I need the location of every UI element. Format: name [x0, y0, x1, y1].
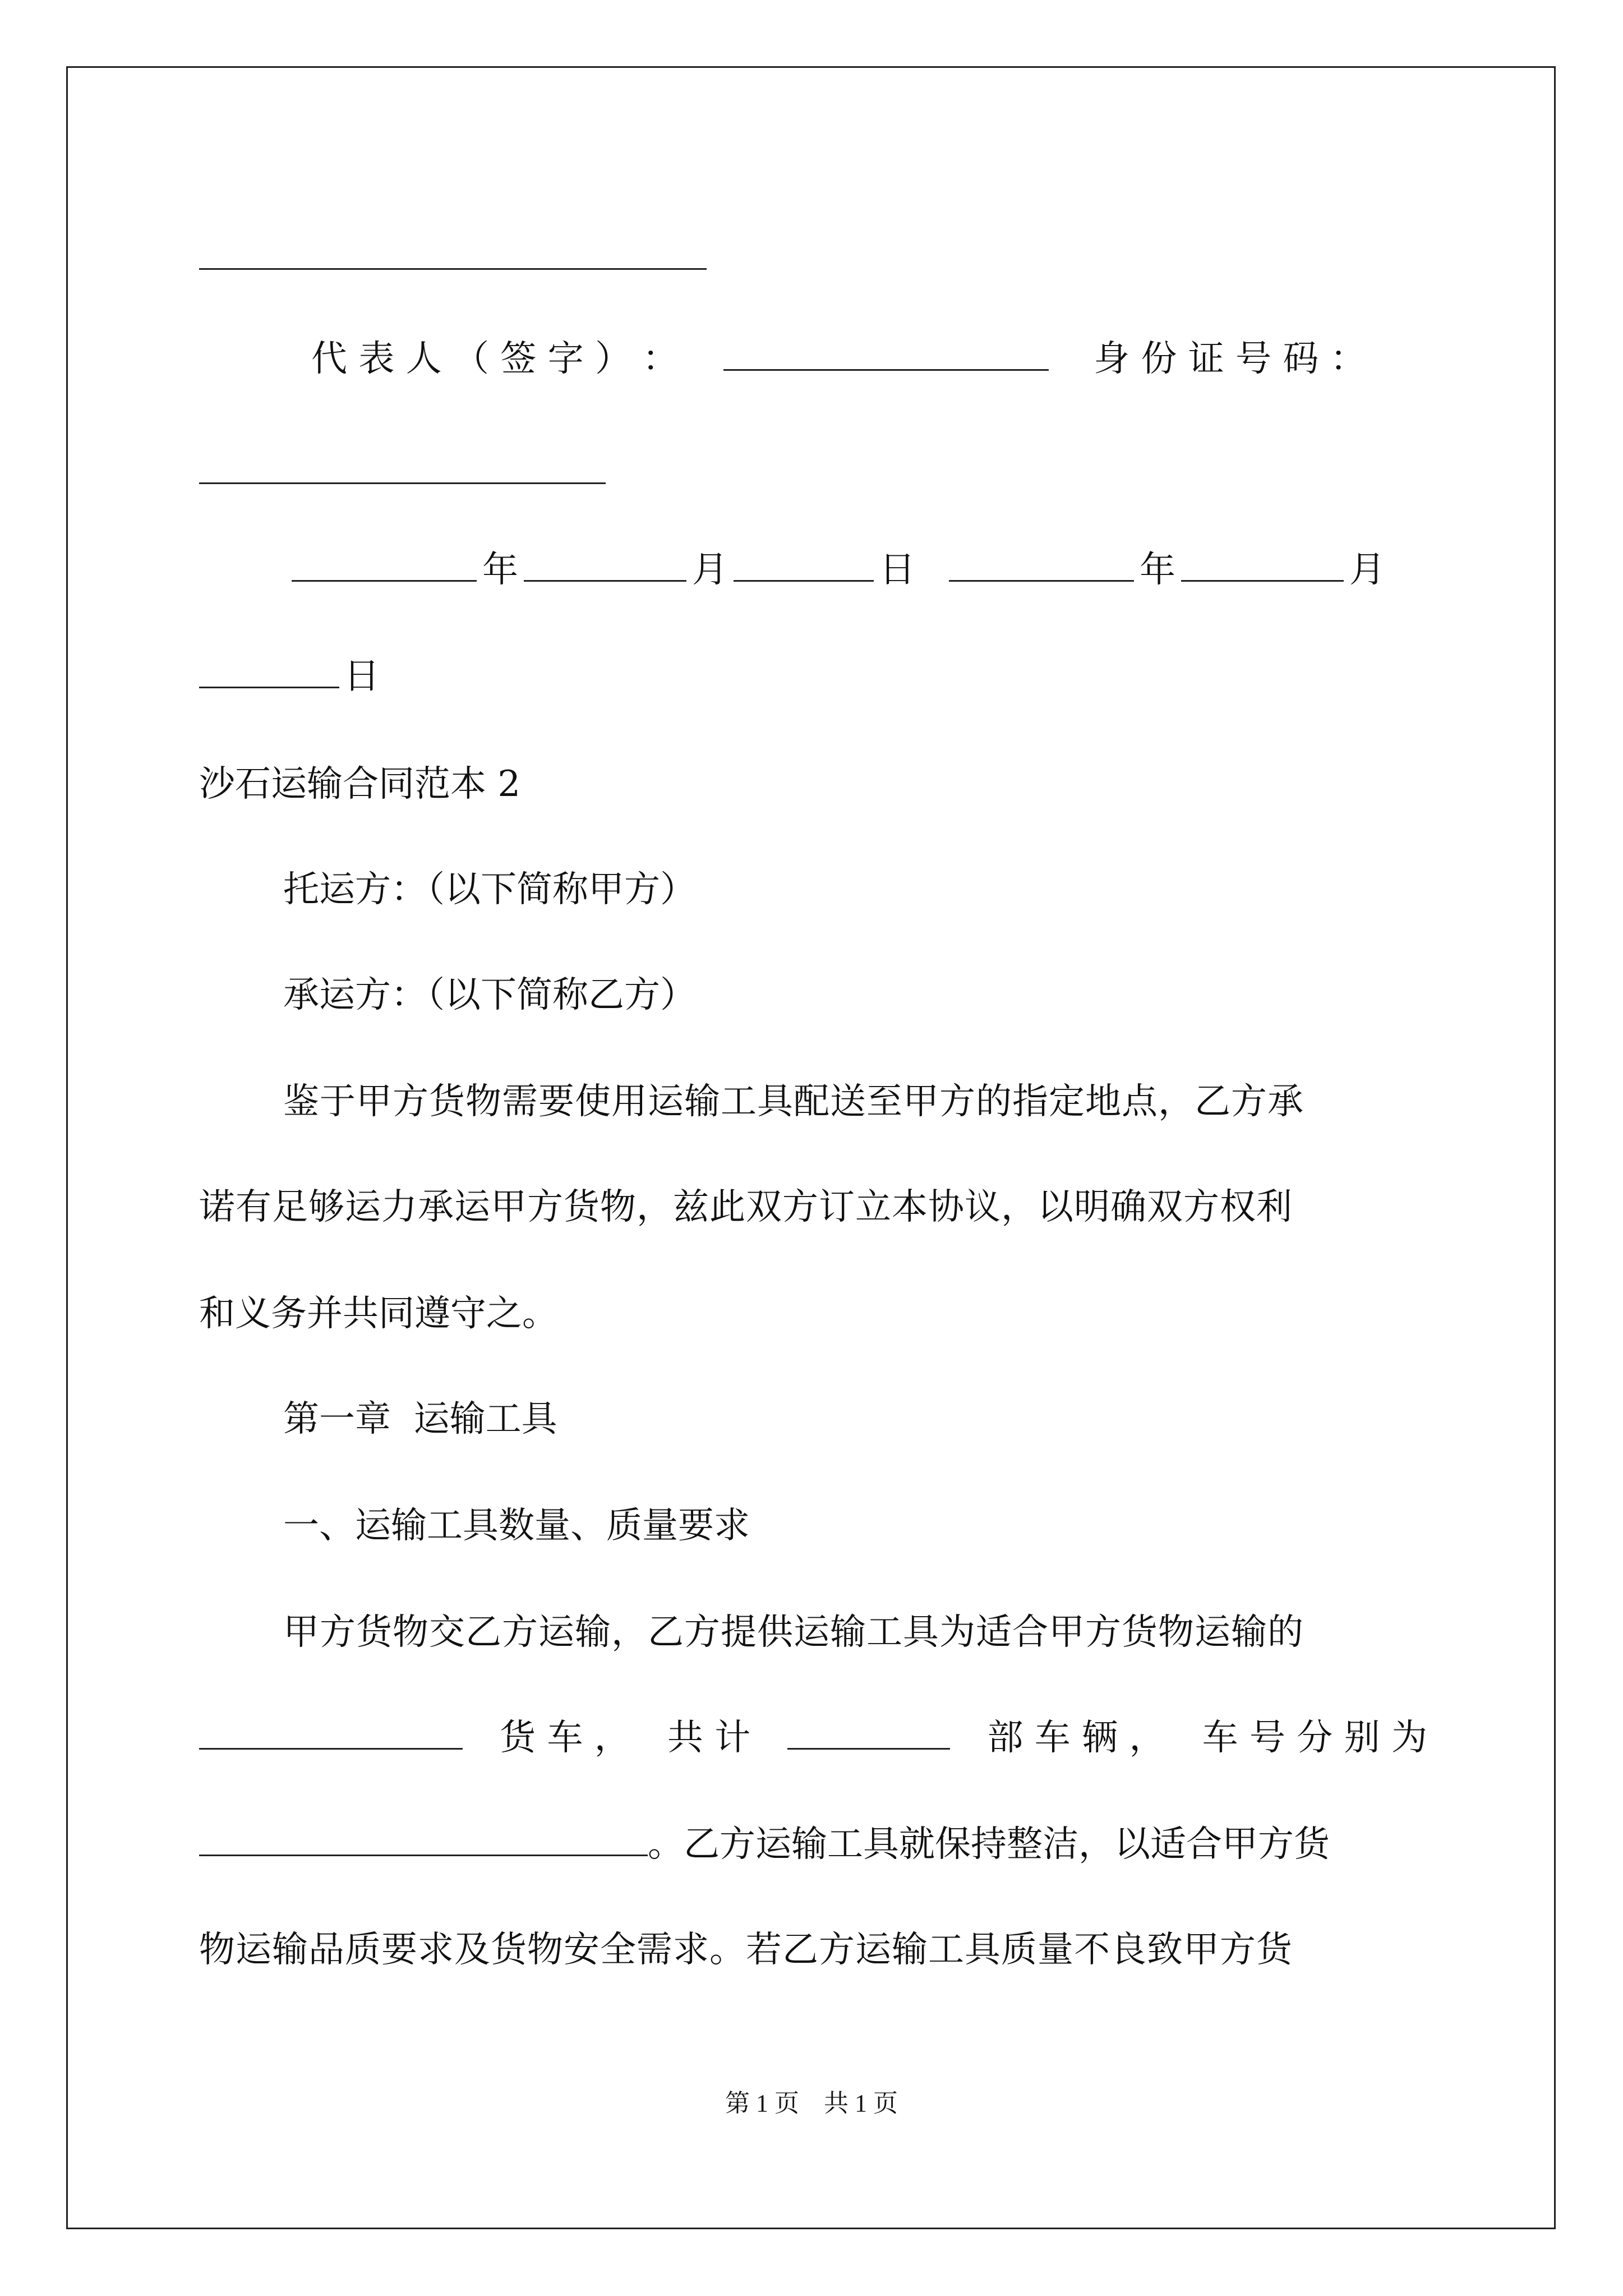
- representative-blank: [723, 335, 1049, 371]
- shipper-line: 托运方：（以下简称甲方）: [283, 869, 696, 910]
- carrier-line: 承运方：（以下简称乙方）: [283, 974, 696, 1016]
- preamble-line-3: 和义务并共同遵守之。: [199, 1293, 558, 1335]
- representative-row: [311, 332, 1427, 386]
- date-row-continued: [199, 650, 1427, 703]
- chapter-heading: 第一章 运输工具: [283, 1398, 557, 1440]
- date-row: [292, 543, 1427, 597]
- representative-label: 代 表 人 （ 签 字 ） ：: [311, 338, 679, 380]
- year-label-2: 年: [1140, 549, 1175, 591]
- section-body-line-3: [199, 1818, 1427, 1871]
- preamble-line-1: 鉴于甲方货物需要使用运输工具配送至甲方的指定地点，乙方承: [283, 1081, 1304, 1122]
- page-footer: 第 1 页 共 1 页: [725, 2090, 898, 2117]
- year-blank-1: [292, 546, 477, 582]
- section-body-line-3-text: 。乙方运输工具就保持整洁，以适合甲方货: [648, 1824, 1330, 1865]
- truck-label: 货 车 ，: [500, 1717, 630, 1759]
- truck-type-blank: [199, 1714, 463, 1750]
- signature-line: [199, 268, 707, 270]
- month-label-1: 月: [692, 549, 728, 591]
- id-number-label: 身 份 证 号 码 ：: [1094, 338, 1366, 380]
- day-label-1: 日: [879, 549, 915, 591]
- id-number-line: [199, 482, 606, 484]
- total-label: 共 计: [667, 1717, 751, 1759]
- page-border: [66, 66, 1556, 2229]
- preamble-line-2: 诺有足够运力承运甲方货物，兹此双方订立本协议，以明确双方权利: [199, 1186, 1293, 1228]
- vehicles-label: 部 车 辆 ，: [987, 1717, 1165, 1759]
- section-body-line-4: 物运输品质要求及货物安全需求。若乙方运输工具质量不良致甲方货: [199, 1929, 1293, 1971]
- section-heading: 一、运输工具数量、质量要求: [283, 1505, 750, 1547]
- year-label-1: 年: [482, 549, 518, 591]
- day-label-2: 日: [344, 656, 380, 697]
- month-label-2: 月: [1349, 549, 1385, 591]
- plate-label: 车 号 分 别 为: [1202, 1717, 1427, 1759]
- section-body-line-1: 甲方货物交乙方运输，乙方提供运输工具为适合甲方货物运输的: [283, 1612, 1304, 1653]
- day-blank-2: [199, 653, 339, 688]
- plate-number-blank: [199, 1821, 648, 1856]
- month-blank-1: [524, 546, 686, 582]
- vehicle-count-blank: [787, 1714, 950, 1750]
- month-blank-2: [1181, 546, 1344, 582]
- document-title: 沙石运输合同范本 2: [199, 763, 521, 805]
- section-body-line-2: [199, 1711, 1427, 1765]
- year-blank-2: [949, 546, 1134, 582]
- day-blank-1: [734, 546, 874, 582]
